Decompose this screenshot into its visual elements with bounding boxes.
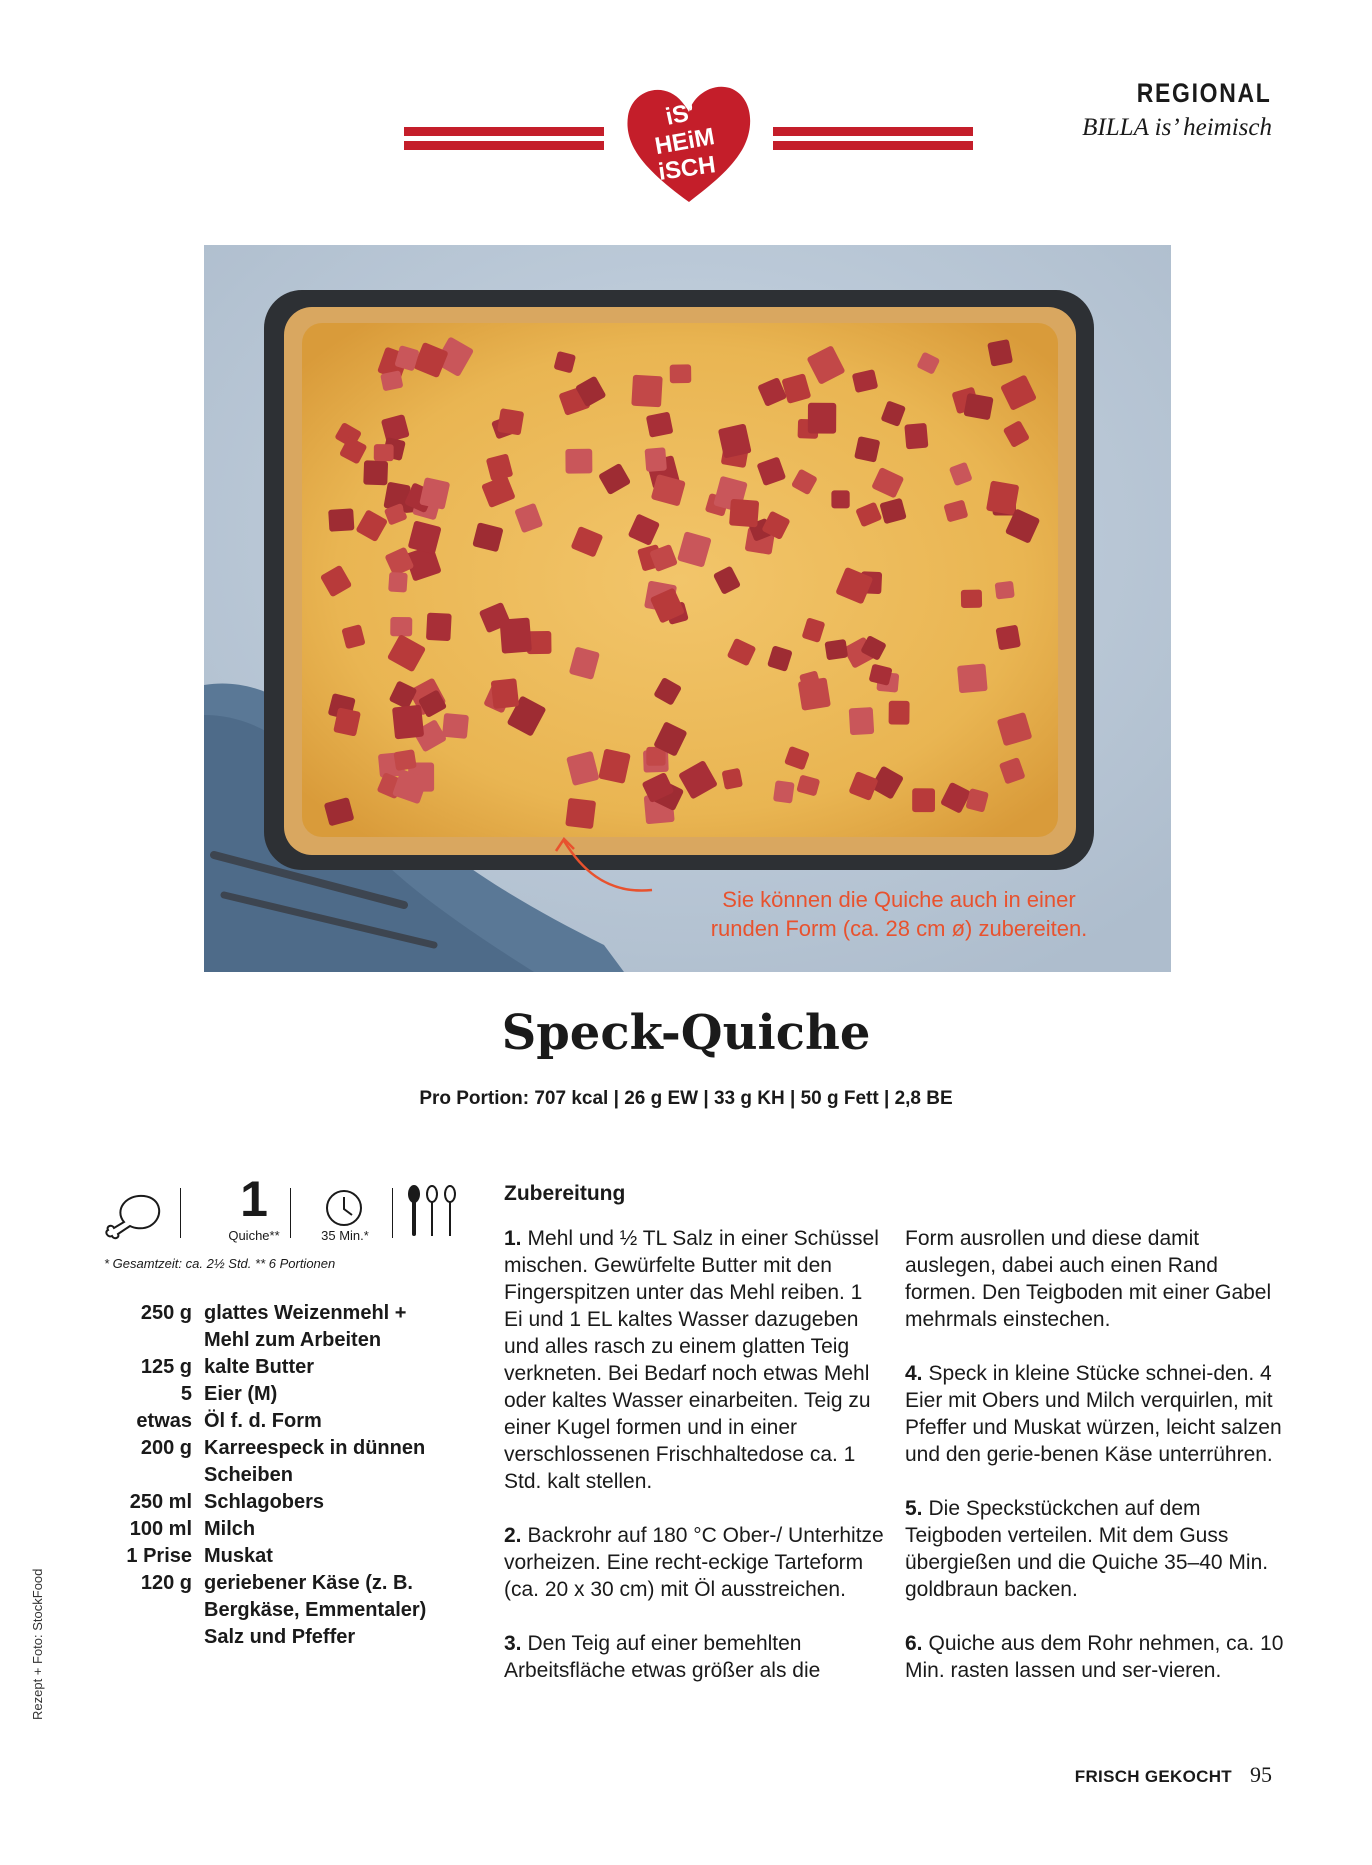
bacon-cube	[426, 613, 452, 641]
bacon-cube	[390, 617, 412, 636]
magazine-name: FRISCH GEKOCHT	[1074, 1767, 1232, 1786]
bacon-cube	[328, 508, 354, 531]
bacon-cube	[363, 460, 388, 485]
ingredient-name: Öl f. d. Form	[204, 1410, 322, 1432]
bacon-cube	[995, 581, 1015, 600]
ingredient-name: Mehl zum Arbeiten	[204, 1329, 382, 1351]
bacon-cube	[961, 590, 982, 609]
ingredient-quantity: 250 g	[140, 1302, 192, 1324]
bacon-cube	[393, 749, 416, 771]
logo-line-3: iSCH	[656, 151, 718, 186]
step-3	[504, 1630, 884, 1684]
bacon-cube	[773, 780, 795, 803]
step-number: 5.	[905, 1497, 923, 1520]
step-1	[504, 1225, 884, 1495]
ingredient-row	[104, 1462, 484, 1489]
ingredient-name: glattes Weizenmehl +	[204, 1302, 407, 1324]
ingredient-name: Eier (M)	[204, 1383, 278, 1405]
bacon-cube	[808, 403, 836, 434]
ingredient-row	[104, 1597, 484, 1624]
bacon-cube	[500, 617, 532, 653]
logo-line-2: HEiM	[652, 123, 717, 161]
bacon-cube	[987, 339, 1013, 367]
divider	[290, 1188, 291, 1238]
preparation-heading: Zubereitung	[504, 1182, 626, 1205]
bacon-cube	[646, 411, 674, 437]
bacon-cube	[957, 663, 988, 693]
ingredient-name: Scheiben	[204, 1464, 293, 1486]
time-footnote: * Gesamtzeit: ca. 2½ Std. ** 6 Portionen	[104, 1256, 336, 1271]
ingredient-quantity: 120 g	[140, 1572, 192, 1594]
ingredient-row	[104, 1381, 484, 1408]
step-number: 1.	[504, 1227, 522, 1250]
ingredient-quantity	[104, 1597, 204, 1624]
ingredient-name: Milch	[204, 1518, 256, 1540]
decor-stripes-right	[773, 127, 973, 159]
bacon-cube	[798, 677, 831, 710]
bacon-cube	[491, 678, 519, 709]
ingredient-quantity	[104, 1327, 204, 1354]
ingredient-row	[104, 1327, 484, 1354]
photo-note-line-2: runden Form (ca. 28 cm ø) zubereiten.	[710, 916, 1088, 941]
quiche-photo	[204, 245, 1171, 972]
ingredient-quantity: 200 g	[140, 1437, 192, 1459]
ingredient-quantity	[104, 1624, 204, 1651]
step-5	[905, 1495, 1285, 1603]
bacon-cube	[374, 444, 394, 461]
divider	[392, 1188, 393, 1238]
is-heimisch-heart-logo	[622, 78, 756, 206]
bacon-cube	[497, 408, 524, 435]
step-text: Die Speckstückchen auf dem Teigboden verteilen. Mit dem Guss übergießen und die Quiche 35–40 Min. goldbraun backen.	[905, 1497, 1269, 1601]
step-number: 4.	[905, 1362, 923, 1385]
section-subtitle: BILLA is’ heimisch	[1082, 114, 1272, 141]
step-text: Form ausrollen und diese damit auslegen, dabei auch einen Rand formen. Den Teigboden mit einer Gabel mehrmals einstechen.	[905, 1227, 1272, 1331]
divider	[180, 1188, 181, 1238]
bacon-cube	[854, 436, 880, 463]
ingredient-row	[104, 1300, 484, 1327]
time-label: 35 Min.*	[321, 1228, 369, 1243]
photo-credit: Rezept + Foto: StockFood	[30, 1568, 45, 1720]
ingredient-quantity: 100 ml	[129, 1518, 192, 1540]
bacon-cube	[388, 572, 408, 593]
ingredient-name: Muskat	[204, 1545, 273, 1567]
step-text: Mehl und ½ TL Salz in einer Schüssel mischen. Gewürfelte Butter mit den Fingerspitzen unter das Mehl reiben. 1 Ei und 1 EL kaltes Wasser dazugeben und alles rasch zu einem glatten Teig verkneten. Bei Bedarf noch etwas Mehl oder kaltes Wasser einarbeiten. Teig zu einer Kugel formen und in einer verschlossenen Frischhaltedose ca. 1 Std. kalt stellen.	[504, 1227, 879, 1493]
ingredient-name: Schlagobers	[204, 1491, 325, 1513]
yield-number: 1	[240, 1171, 268, 1227]
bacon-cube	[849, 707, 875, 735]
yield-label: Quiche**	[228, 1228, 280, 1243]
bacon-cube	[721, 768, 743, 790]
step-text: Speck in kleine Stücke schnei-den. 4 Eier mit Obers und Milch verquirlen, mit Pfeffer und Muskat würzen, leicht salzen und den gerie-benen Käse unterrühren.	[905, 1362, 1282, 1466]
photo-note-line-1: Sie können die Quiche auch in einer	[722, 887, 1076, 912]
page-footer	[1075, 1762, 1272, 1788]
bacon-cube	[986, 480, 1019, 515]
bacon-cube	[904, 423, 928, 450]
ingredient-quantity	[104, 1462, 204, 1489]
bacon-cube	[963, 393, 993, 420]
bacon-cube	[565, 798, 596, 829]
bacon-cube	[831, 490, 849, 508]
bacon-cube	[995, 625, 1021, 651]
ingredient-quantity: etwas	[136, 1410, 192, 1432]
bacon-cube	[442, 713, 469, 739]
ingredient-quantity: 250 ml	[129, 1491, 192, 1513]
step-text: Quiche aus dem Rohr nehmen, ca. 10 Min. rasten lassen und ser-vieren.	[905, 1632, 1284, 1682]
section-label: REGIONAL	[1137, 78, 1272, 108]
ingredient-row	[104, 1408, 484, 1435]
ingredient-quantity: 1 Prise	[126, 1545, 192, 1567]
bacon-cube	[645, 447, 667, 472]
step-number: 3.	[504, 1632, 522, 1655]
bacon-cube	[631, 375, 662, 408]
step-4	[905, 1360, 1285, 1468]
ingredient-row	[104, 1624, 484, 1651]
step-number: 6.	[905, 1632, 923, 1655]
step-3-continued	[905, 1225, 1285, 1333]
ingredients-list	[104, 1300, 484, 1651]
bacon-cube	[729, 499, 759, 528]
ingredient-row	[104, 1570, 484, 1597]
ingredient-name: Karreespeck in dünnen	[204, 1437, 426, 1459]
bacon-cube	[889, 701, 910, 725]
step-number: 2.	[504, 1524, 522, 1547]
step-2	[504, 1522, 884, 1603]
bacon-cube	[670, 364, 692, 383]
ingredient-row	[104, 1354, 484, 1381]
ingredient-row	[104, 1435, 484, 1462]
chicken-leg-icon	[104, 1190, 166, 1240]
photo-note	[659, 885, 1139, 943]
ingredient-row	[104, 1516, 484, 1543]
bacon-cube	[565, 449, 592, 474]
clock-icon	[324, 1188, 364, 1228]
ingredient-name: geriebener Käse (z. B.	[204, 1572, 413, 1594]
cutlery-icon	[404, 1184, 460, 1240]
step-6	[905, 1630, 1285, 1684]
logo-line-1: iS’	[663, 98, 698, 131]
preparation-column-1	[504, 1180, 884, 1711]
ingredient-name: Salz und Pfeffer	[204, 1626, 356, 1648]
bacon-cube	[912, 788, 935, 812]
step-text: Den Teig auf einer bemehlten Arbeitsfläche etwas größer als die	[504, 1632, 821, 1682]
ingredient-quantity: 125 g	[140, 1356, 192, 1378]
ingredient-row	[104, 1543, 484, 1570]
ingredient-name: Bergkäse, Emmentaler)	[204, 1599, 427, 1621]
ingredient-name: kalte Butter	[204, 1356, 315, 1378]
recipe-info-row	[104, 1171, 464, 1250]
preparation-column-2	[905, 1225, 1285, 1711]
bacon-cube	[392, 705, 424, 740]
recipe-title: Speck-Quiche	[501, 1005, 871, 1061]
decor-stripes-left	[404, 127, 604, 159]
ingredient-quantity: 5	[180, 1383, 192, 1405]
page-number: 95	[1250, 1762, 1272, 1787]
nutrition-info: Pro Portion: 707 kcal | 26 g EW | 33 g KH | 50 g Fett | 2,8 BE	[419, 1088, 953, 1109]
step-text: Backrohr auf 180 °C Ober-/ Unterhitze vorheizen. Eine recht-eckige Tarteform (ca. 20 x 30 cm) mit Öl ausstreichen.	[504, 1524, 884, 1601]
ingredient-row	[104, 1489, 484, 1516]
bacon-cube	[824, 639, 848, 660]
